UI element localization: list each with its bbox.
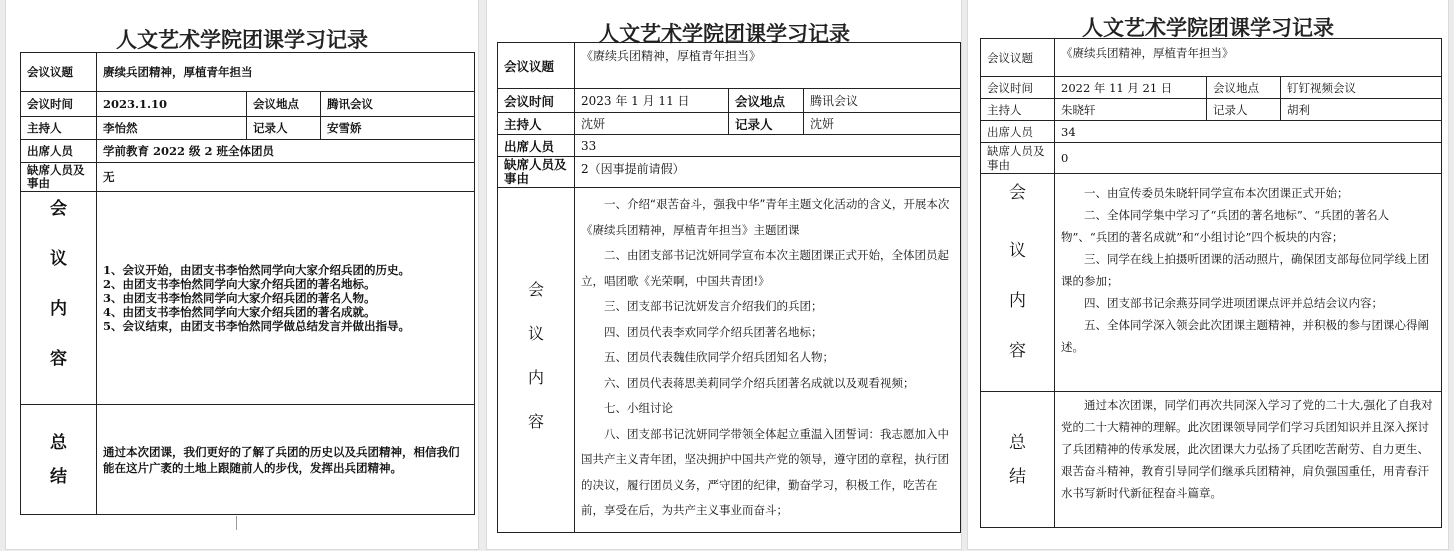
- label-attendees: 出席人员: [498, 135, 575, 157]
- content-item: 六、团员代表蒋思美莉同学介绍兵团著名成就以及观看视频；: [604, 375, 915, 390]
- label-recorder: 记录人: [1207, 99, 1281, 121]
- content-item: 四、团支部书记余燕芬同学进项团课点评并总结会议内容；: [1084, 296, 1383, 310]
- content-char-1: 会: [1009, 183, 1026, 203]
- label-attendees: 出席人员: [981, 121, 1055, 143]
- page-divider: [236, 516, 237, 530]
- content-char-4: 容: [1009, 341, 1026, 361]
- value-host: 沈妍: [575, 113, 729, 135]
- value-topic: 《赓续兵团精神，厚植青年担当》: [575, 43, 961, 89]
- value-attendees: 34: [1055, 121, 1442, 143]
- label-place: 会议地点: [729, 89, 804, 113]
- content-item: 2、由团支书李怡然同学向大家介绍兵团的著名地标。: [103, 277, 376, 291]
- label-summary: [21, 405, 97, 515]
- content-char-2: 议: [527, 324, 544, 343]
- label-recorder: 记录人: [729, 113, 804, 135]
- meeting-summary: 通过本次团课，我们更好的了解了兵团的历史以及兵团精神，相信我们能在这片广袤的土地上跟随前人的步伐，发挥出兵团精神。: [97, 405, 475, 515]
- content-char-1: 会: [527, 280, 544, 299]
- label-content: [498, 188, 575, 533]
- value-attendees: 学前教育 2022 级 2 班全体团员: [97, 140, 475, 163]
- label-topic: 会议议题: [981, 39, 1055, 77]
- label-attendees: 出席人员: [21, 140, 97, 163]
- label-content: [21, 192, 97, 405]
- content-item: 3、由团支书李怡然同学向大家介绍兵团的著名人物。: [103, 291, 376, 305]
- content-item: 五、全体同学深入领会此次团课主题精神，并积极的参与团课心得阐述。: [1061, 318, 1429, 354]
- content-item: 一、由宣传委员朱晓轩同学宣布本次团课正式开始；: [1084, 186, 1349, 200]
- content-item: 二、由团支部书记沈妍同学宣布本次主题团课正式开始，全体团员起立，唱团歌《光荣啊，中国共青团!》: [581, 248, 949, 288]
- content-item: 一、介绍“艰苦奋斗，强我中华”青年主题文化活动的含义，开展本次《赓续兵团精神，厚植青年担当》主题团课: [581, 197, 950, 237]
- label-place: 会议地点: [1207, 77, 1281, 99]
- value-recorder: 沈妍: [804, 113, 961, 135]
- value-place: 钉钉视频会议: [1281, 77, 1442, 99]
- value-absent: 0: [1055, 143, 1442, 174]
- label-place: 会议地点: [247, 92, 321, 117]
- value-time: 2023.1.10: [97, 92, 247, 117]
- meeting-content: [1055, 174, 1442, 392]
- summary-char-1: 总: [50, 432, 67, 453]
- value-topic: 《赓续兵团精神，厚植青年担当》: [1055, 39, 1442, 77]
- value-recorder: 安雪娇: [321, 117, 475, 140]
- record-table: [20, 52, 475, 515]
- value-time: 2023 年 1 月 11 日: [575, 89, 729, 113]
- record-page-1: [6, 0, 478, 549]
- value-time: 2022 年 11 月 21 日: [1055, 77, 1207, 99]
- page-title: 人文艺术学院团课学习记录: [598, 22, 850, 46]
- label-absent: 缺席人员及事由: [981, 143, 1055, 174]
- summary-char-2: 结: [50, 466, 67, 487]
- page-title: 人文艺术学院团课学习记录: [1082, 16, 1334, 40]
- content-item: 七、小组讨论: [604, 401, 673, 415]
- label-time: 会议时间: [981, 77, 1055, 99]
- content-item: 1、会议开始，由团支书李怡然同学向大家介绍兵团的历史。: [103, 263, 410, 277]
- record-page-2: [487, 0, 961, 549]
- label-time: 会议时间: [498, 89, 575, 113]
- summary-char-2: 结: [1009, 466, 1026, 487]
- label-topic: 会议议题: [498, 43, 575, 89]
- value-host: 李怡然: [97, 117, 247, 140]
- content-item: 4、由团支书李怡然同学向大家介绍兵团的著名成就。: [103, 305, 376, 319]
- content-item: 八、团支部书记沈妍同学带领全体起立重温入团誓词：我志愿加入中国共产主义青年团，坚决拥护中国共产党的领导，遵守团的章程，执行团的决议，履行团员义务，严守团的纪律，勤奋学习，积极工作，吃苦在前，享受在后，为共产主义事业而奋斗；: [581, 426, 949, 517]
- content-item: 5、会议结束，由团支书李怡然同学做总结发言并做出指导。: [103, 319, 410, 333]
- record-page-3: [968, 0, 1448, 549]
- label-host: 主持人: [498, 113, 575, 135]
- record-table: [980, 38, 1442, 528]
- summary-char-1: 总: [1009, 432, 1026, 453]
- value-topic: 赓续兵团精神，厚植青年担当: [97, 53, 475, 92]
- label-time: 会议时间: [21, 92, 97, 117]
- content-item: 三、同学在线上拍摄听团课的活动照片，确保团支部每位同学线上团课的参加；: [1061, 252, 1429, 288]
- meeting-content: [97, 192, 475, 405]
- content-item: 四、团员代表李欢同学介绍兵团著名地标；: [604, 324, 823, 339]
- meeting-summary: [1055, 392, 1442, 528]
- value-place: 腾讯会议: [321, 92, 475, 117]
- content-char-3: 内: [1009, 291, 1026, 311]
- content-item: 二、全体同学集中学习了“兵团的著名地标”、“兵团的著名人物”、“兵团的著名成就”和“小组讨论”四个板块的内容；: [1061, 208, 1390, 244]
- content-char-1: 会: [50, 199, 67, 219]
- label-recorder: 记录人: [247, 117, 321, 140]
- label-content: [981, 174, 1055, 392]
- content-char-2: 议: [1009, 241, 1026, 261]
- value-absent: 无: [97, 163, 475, 192]
- label-host: 主持人: [21, 117, 97, 140]
- label-absent: 缺席人员及事由: [21, 163, 97, 192]
- content-item: 五、团员代表魏佳欣同学介绍兵团知名人物；: [604, 350, 834, 364]
- summary-paragraph: 通过本次团课，同学们再次共同深入学习了党的二十大,强化了自我对党的二十大精神的理解。此次团课领导同学们学习兵团知识并且深入探讨了兵团精神的传承发展，此次团课大力弘扬了兵团吃苦耐劳、自力更生、艰苦奋斗精神，教育引导同学们继承兵团精神，肩负强国重任，用青春汗水书写新时代新征程奋斗篇章。: [1061, 398, 1433, 500]
- meeting-content: [575, 188, 961, 533]
- label-topic: 会议议题: [21, 53, 97, 92]
- label-summary: [981, 392, 1055, 528]
- content-item: 三、团支部书记沈妍发言介绍我们的兵团；: [604, 299, 823, 313]
- content-char-4: 容: [50, 349, 67, 369]
- page-title: 人文艺术学院团课学习记录: [116, 28, 368, 52]
- value-absent: 2（因事提前请假）: [575, 157, 961, 188]
- value-attendees: 33: [575, 135, 961, 157]
- label-host: 主持人: [981, 99, 1055, 121]
- content-char-3: 内: [50, 299, 67, 319]
- label-absent: 缺席人员及事由: [498, 157, 575, 188]
- value-recorder: 胡利: [1281, 99, 1442, 121]
- value-place: 腾讯会议: [804, 89, 961, 113]
- value-host: 朱晓轩: [1055, 99, 1207, 121]
- record-table: [497, 42, 961, 533]
- content-char-4: 容: [527, 412, 544, 431]
- content-char-2: 议: [50, 249, 67, 269]
- content-char-3: 内: [527, 368, 544, 387]
